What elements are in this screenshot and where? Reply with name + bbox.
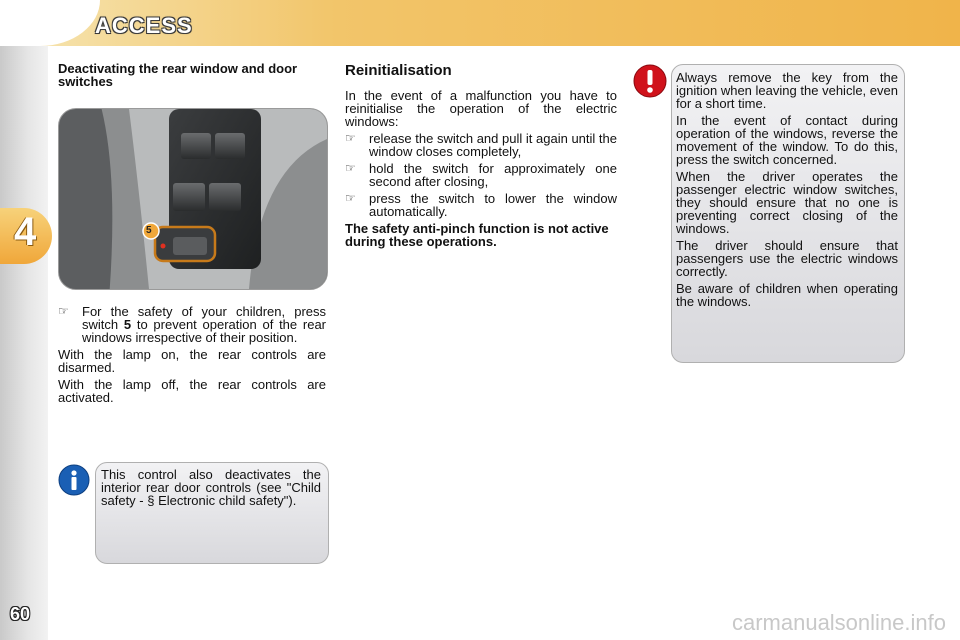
intro-paragraph: In the event of a malfunction you have to reinitialise the operation of the electric windows:	[345, 88, 617, 129]
chapter-number: 4	[14, 210, 37, 254]
section-title: Reinitialisation	[345, 62, 452, 79]
sidebar-strip	[0, 46, 48, 640]
warning-paragraph: Be aware of children when operating the windows.	[676, 281, 898, 309]
door-panel-illustration	[59, 109, 327, 289]
warning-icon	[633, 64, 667, 98]
child-safety-bullet	[58, 305, 326, 344]
pointing-hand-icon: ☞	[58, 304, 69, 318]
photo-callout-label: 5	[146, 225, 152, 236]
watermark: carmanualsonline.info	[731, 610, 946, 635]
warning-paragraph: When the driver operates the passenger electric window switches, they should ensure that no one is preventing correct closing of the windows.	[676, 169, 898, 236]
warning-paragraph: In the event of contact during operation of the windows, reverse the movement of the window. To do this, press the switch concerned.	[676, 113, 898, 167]
left-column-heading	[58, 62, 328, 88]
subheading: Deactivating the rear window and door switches	[58, 61, 298, 89]
bullet-text: For the safety of your children, press switch 5 to prevent operation of the rear windows irrespective of their position.	[82, 304, 327, 345]
warning-text	[676, 71, 898, 312]
list-item: ☞ press the switch to lower the window automatically.	[345, 191, 617, 219]
lamp-off-paragraph: With the lamp off, the rear controls are activated.	[58, 377, 326, 405]
reinitialisation-section	[345, 62, 617, 248]
info-icon	[58, 464, 90, 496]
pointing-hand-icon: ☞	[345, 191, 356, 205]
pointing-hand-icon: ☞	[345, 161, 356, 175]
list-item: ☞ hold the switch for approximately one second after closing,	[345, 161, 617, 189]
pointing-hand-icon: ☞	[345, 131, 356, 145]
lamp-on-paragraph: With the lamp on, the rear controls are disarmed.	[58, 347, 326, 375]
warning-paragraph: The driver should ensure that passengers use the electric windows correctly.	[676, 238, 898, 279]
page-title: ACCESS	[95, 13, 193, 38]
warning-paragraph: Always remove the key from the ignition when leaving the vehicle, even for a short time.	[676, 70, 898, 111]
left-column-text	[58, 305, 326, 408]
anti-pinch-note: The safety anti-pinch function is not active during these operations.	[345, 221, 609, 249]
door-switch-photo	[58, 108, 328, 290]
info-text: This control also deactivates the interior rear door controls (see "Child safety - § Electronic child safety").	[101, 467, 321, 508]
list-item: ☞ release the switch and pull it again until the window closes completely,	[345, 131, 617, 159]
page-number: 60	[10, 604, 31, 624]
